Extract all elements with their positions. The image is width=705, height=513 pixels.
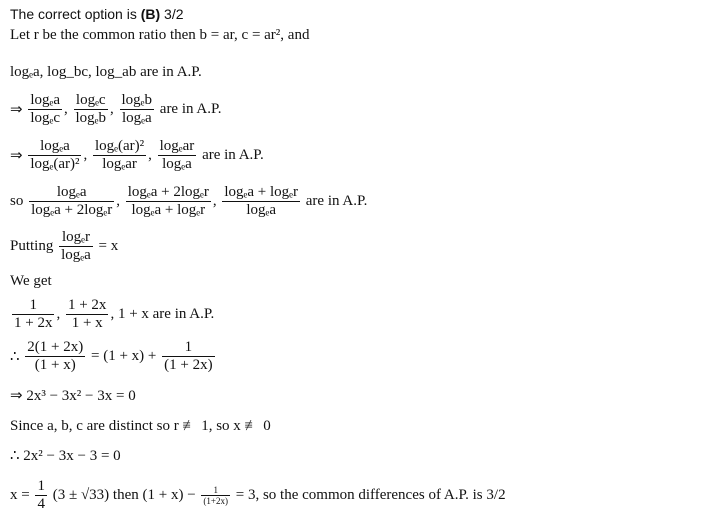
fraction-quarter: $\frac{1}{4}$ bbox=[37, 478, 45, 512]
fraction-term-1: $\frac{\text{logₑa}}{\text{logₑ(ar)²}}$ bbox=[30, 138, 80, 172]
fraction-term-2: $\frac{\text{logₑa + 2logₑr}}{\text{logₑa + logₑr}}$ bbox=[127, 184, 209, 218]
putting-label: Putting bbox=[10, 238, 54, 254]
fraction-term-1: $\frac{1}{1 + 2x}$ bbox=[14, 297, 53, 331]
ap-tail: 1 + x are in A.P. bbox=[117, 306, 215, 322]
step-x-terms: $\frac{1}{1 + 2x}$ , $\frac{1 + 2x}{1 + x}$ , 1 + x are in A.P. bbox=[14, 297, 215, 331]
step-ap-condition bbox=[10, 339, 217, 374]
root-expression: (3 ± √33) then (1 + x) − bbox=[52, 487, 196, 503]
fraction-term-2: $\frac{1 + 2x}{1 + x}$ bbox=[67, 297, 107, 331]
fraction-term-3: $\frac{\text{logₑb}}{\text{logₑa}}$ bbox=[121, 92, 153, 126]
x-equals: x = bbox=[10, 487, 30, 503]
step-quadratic: ∴ 2x² − 3x − 3 = 0 bbox=[10, 448, 121, 464]
implies-symbol: ⇒ bbox=[10, 148, 23, 164]
fraction-rhs: $\frac{1}{(1 + 2x)}$ bbox=[164, 339, 213, 373]
fraction-term-2: $\frac{\text{logₑc}}{\text{logₑb}}$ bbox=[75, 92, 107, 126]
ap-tail: are in A.P. bbox=[159, 101, 222, 117]
ap-tail: are in A.P. bbox=[305, 193, 368, 209]
step-ratio-fractions: ⇒ $\frac{\text{logₑa}}{\text{logₑc}}$ , $\frac{\text{logₑc}}{\text{logₑb}}$ , $\frac{\text{logₑb}}{\text{logₑa}}$ are in A.P. bbox=[10, 92, 222, 126]
fraction-lhs: $\frac{2(1 + 2x)}{(1 + x)}$ bbox=[27, 339, 84, 373]
step-we-get: We get bbox=[10, 273, 52, 289]
fraction-log-ratio: $\frac{\text{logₑr}}{\text{logₑa}}$ bbox=[61, 229, 91, 263]
fraction-term-3: $\frac{\text{logₑa + logₑr}}{\text{logₑa}}$ bbox=[224, 184, 299, 218]
answer-option: (B) bbox=[140, 6, 161, 22]
step-expanded-logs: so $\frac{\text{logₑa}}{\text{logₑa + 2logₑr}}$ , $\frac{\text{logₑa + 2logₑr}}{\text{logₑa + logₑr}}$ , $\frac{\text{logₑa + logₑr}}{\text{logₑa}}$ are in A.P. bbox=[10, 184, 368, 218]
step-final-answer bbox=[10, 478, 506, 513]
fraction-small: $\frac{1}{(1+2x)}$ bbox=[203, 485, 228, 506]
fraction-term-1: $\frac{\text{logₑa}}{\text{logₑa + 2logₑr}}$ bbox=[31, 184, 113, 218]
step-distinct: Since a, b, c are distinct so r ≢ 1, so x ≢ 0 bbox=[10, 418, 271, 434]
step-common-ratio: Let r be the common ratio then b = ar, c = ar², and bbox=[10, 27, 310, 43]
ap-tail: are in A.P. bbox=[202, 147, 264, 163]
answer-prefix: The correct option is bbox=[10, 6, 141, 22]
fraction-term-2: $\frac{\text{logₑ(ar)²}}{\text{logₑar}}$ bbox=[94, 138, 145, 172]
so-label: so bbox=[10, 193, 24, 209]
step-substitute-ar: ⇒ $\frac{\text{logₑa}}{\text{logₑ(ar)²}}$ , $\frac{\text{logₑ(ar)²}}{\text{logₑar}}$ , $\frac{\text{logₑar}}{\text{logₑa}}$ are in A.P. bbox=[10, 138, 264, 172]
step-logs-in-ap: logₑa, log_bc, log_ab are in A.P. bbox=[10, 64, 202, 80]
equals-x: = x bbox=[98, 238, 119, 254]
fraction-term-1: $\frac{\text{logₑa}}{\text{logₑc}}$ bbox=[30, 92, 60, 126]
step-cubic: ⇒ 2x³ − 3x² − 3x = 0 bbox=[10, 388, 136, 404]
answer-header bbox=[10, 6, 184, 22]
fraction-term-3: $\frac{\text{logₑar}}{\text{logₑa}}$ bbox=[159, 138, 195, 172]
middle-term: = (1 + x) + bbox=[91, 348, 157, 364]
implies-symbol: ⇒ bbox=[10, 102, 23, 118]
conclusion: = 3, so the common differences of A.P. is 3/2 bbox=[235, 487, 506, 503]
therefore-symbol: ∴ bbox=[10, 349, 20, 365]
step-putting-x bbox=[10, 229, 118, 264]
answer-value: 3/2 bbox=[160, 6, 184, 22]
